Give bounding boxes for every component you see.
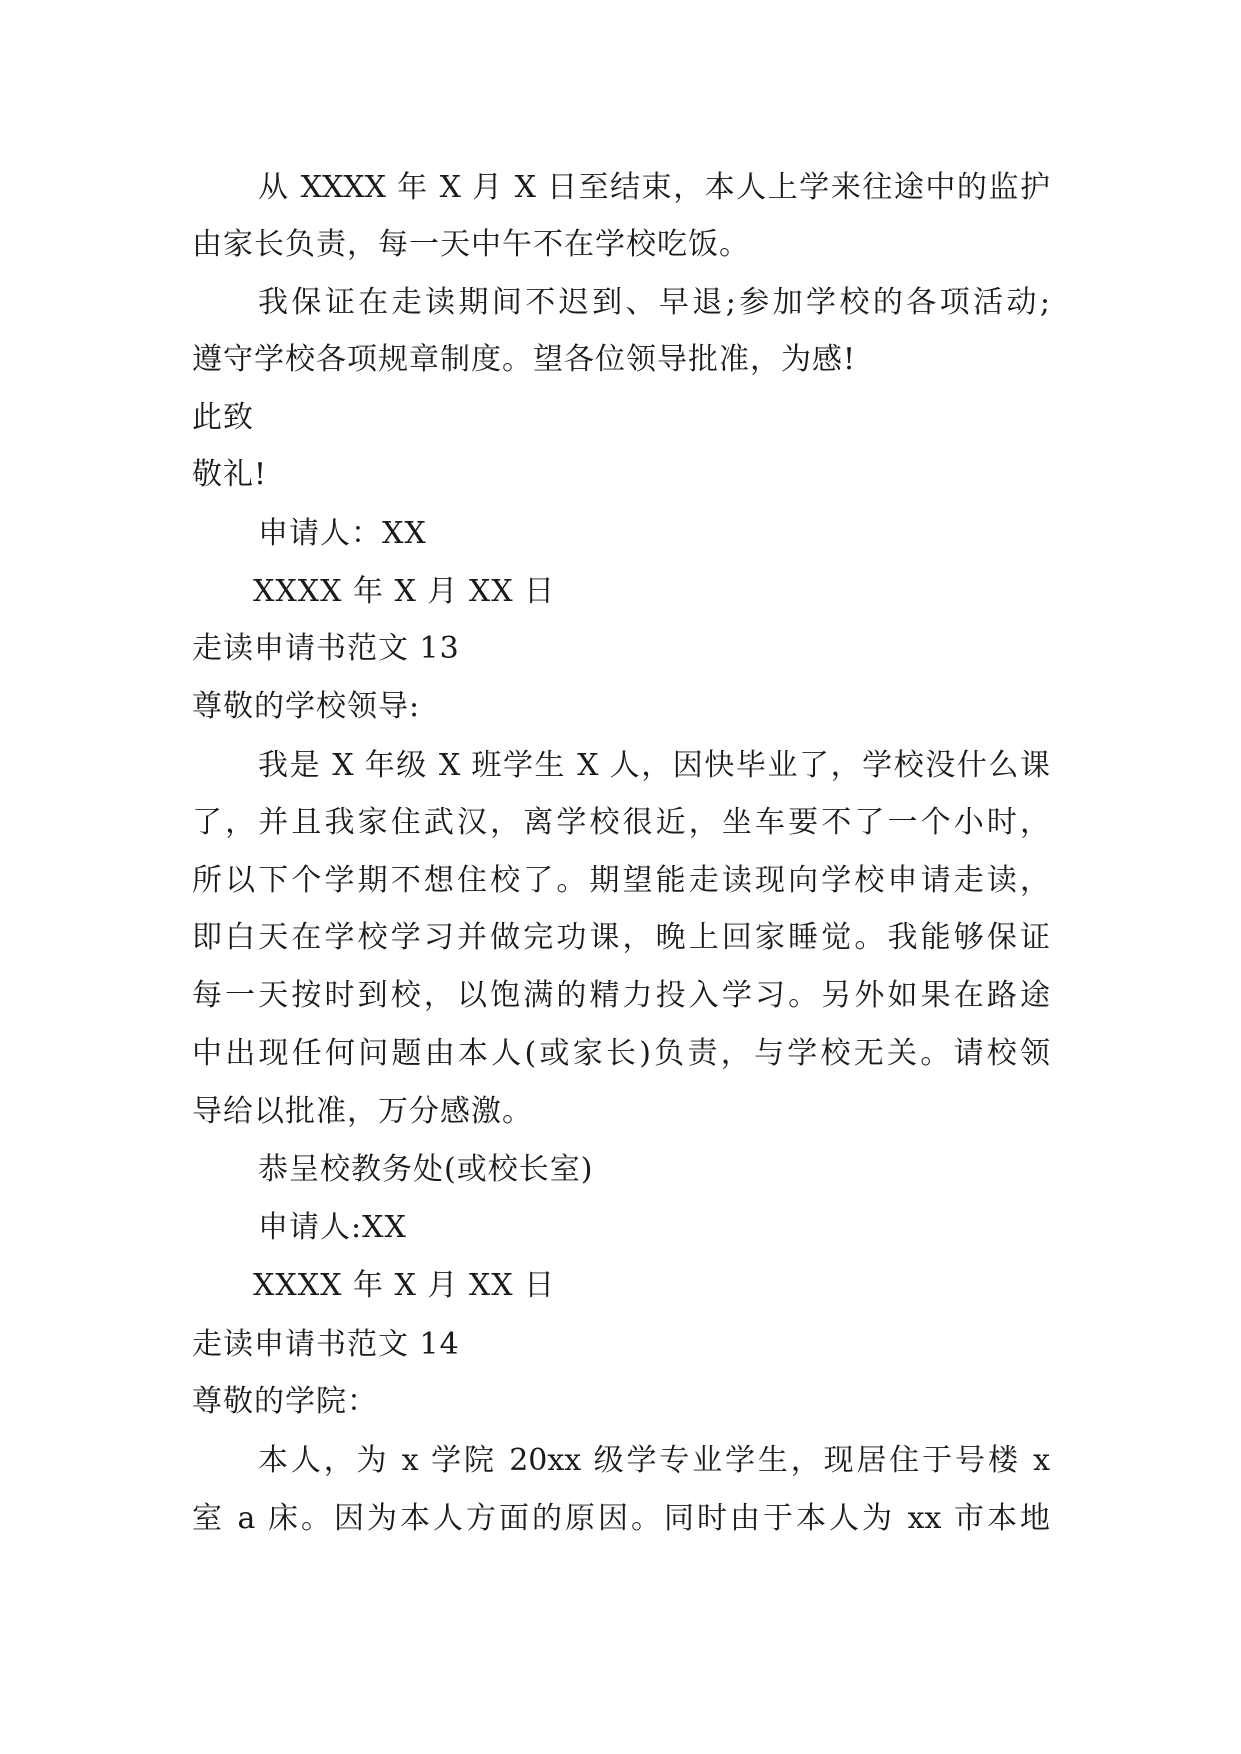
paragraph-line: 中出现任何问题由本人(或家长)负责，与学校无关。请校领 [192,1036,1050,1071]
paragraph-line: 即白天在学校学习并做完功课，晚上回家睡觉。我能够保证 [192,920,1050,955]
paragraph-line: 从 XXXX 年 X 月 X 日至结束，本人上学来往途中的监护 [258,170,1050,205]
closing-salutation: 敬礼! [192,457,268,492]
paragraph-line: 由家长负责，每一天中午不在学校吃饭。 [192,227,750,262]
greeting: 尊敬的学校领导: [192,689,421,724]
applicant-signature: 申请人:XX [258,1210,407,1245]
section-heading: 走读申请书范文 14 [192,1327,460,1362]
paragraph-line: 所以下个学期不想住校了。期望能走读现向学校申请走读， [192,863,1050,898]
paragraph-line: 室 a 床。因为本人方面的原因。同时由于本人为 xx 市本地 [192,1501,1050,1536]
paragraph-line: 导给以批准，万分感激。 [192,1094,533,1129]
application-date: XXXX 年 X 月 XX 日 [253,1268,556,1303]
applicant-signature: 申请人：XX [258,516,427,551]
paragraph-line: 我是 X 年级 X 班学生 X 人，因快毕业了，学校没什么课 [258,748,1050,783]
application-date: XXXX 年 X 月 XX 日 [253,574,556,609]
section-heading: 走读申请书范文 13 [192,631,460,666]
recipient-line: 恭呈校教务处(或校长室) [258,1152,594,1187]
closing-salutation: 此致 [192,400,254,435]
paragraph-line: 我保证在走读期间不迟到、早退;参加学校的各项活动; [258,285,1050,320]
paragraph-line: 了，并且我家住武汉，离学校很近，坐车要不了一个小时， [192,805,1050,840]
paragraph-line: 遵守学校各项规章制度。望各位领导批准，为感! [192,342,857,377]
paragraph-line: 每一天按时到校，以饱满的精力投入学习。另外如果在路途 [192,978,1050,1013]
paragraph-line: 本人，为 x 学院 20xx 级学专业学生，现居住于号楼 x [258,1443,1050,1478]
greeting: 尊敬的学院： [192,1384,378,1419]
